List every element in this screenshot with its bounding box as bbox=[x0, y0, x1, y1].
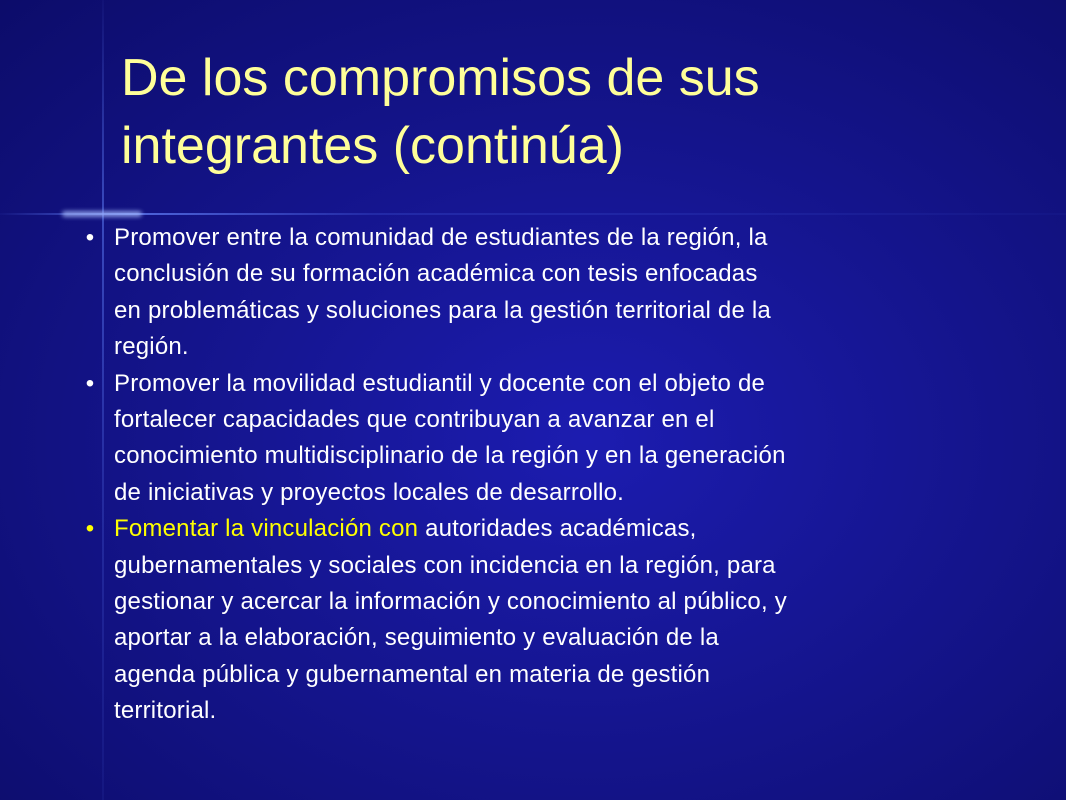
bullet-3-line-1 bbox=[114, 511, 1000, 547]
bullet-item-2 bbox=[70, 366, 1000, 512]
decorative-glow bbox=[62, 211, 142, 217]
bullet-3-line-6: territorial. bbox=[114, 697, 217, 725]
bullet-text-3 bbox=[110, 511, 1000, 729]
bullet-1-line-2: conclusión de su formación académica con tesis enfocadas bbox=[114, 260, 758, 288]
bullet-text-2 bbox=[110, 366, 1000, 512]
bullet-2-line-3: conocimiento multidisciplinario de la región y en la generación bbox=[114, 442, 786, 470]
bullet-item-1 bbox=[70, 220, 1000, 366]
bullet-1-line-1: Promover entre la comunidad de estudiantes de la región, la bbox=[114, 224, 768, 251]
bullet-3-line-4: aportar a la elaboración, seguimiento y evaluación de la bbox=[114, 624, 719, 652]
title-line-1: De los compromisos de sus bbox=[121, 49, 760, 107]
highlight-phrase: Fomentar la vinculación con bbox=[114, 515, 419, 543]
bullet-2-line-2: fortalecer capacidades que contribuyan a avanzar en el bbox=[114, 406, 715, 434]
bullet-item-3 bbox=[70, 511, 1000, 729]
bullet-text-1 bbox=[110, 220, 1000, 366]
bullet-icon: • bbox=[85, 369, 95, 397]
bullet-3-line-2: gubernamentales y sociales con incidencia en la región, para bbox=[114, 551, 776, 579]
bullet-list bbox=[70, 220, 1000, 730]
decorative-horizontal-line bbox=[0, 213, 1066, 215]
bullet-1-line-4: región. bbox=[114, 333, 189, 361]
bullet-2-line-4: de iniciativas y proyectos locales de desarrollo. bbox=[114, 478, 625, 506]
title-line-2: integrantes (continúa) bbox=[121, 117, 624, 175]
bullet-1-line-3: en problemáticas y soluciones para la gestión territorial de la bbox=[114, 296, 771, 324]
bullet-3-line-5: agenda pública y gubernamental en materia de gestión bbox=[114, 660, 711, 688]
bullet-icon-highlight: • bbox=[85, 515, 95, 543]
slide-title bbox=[121, 44, 1021, 180]
bullet-3-line-1-rest: autoridades académicas, bbox=[418, 515, 697, 543]
bullet-icon: • bbox=[85, 224, 95, 251]
bullet-2-line-1: Promover la movilidad estudiantil y docente con el objeto de bbox=[114, 369, 766, 397]
bullet-3-line-3: gestionar y acercar la información y conocimiento al público, y bbox=[114, 588, 787, 616]
